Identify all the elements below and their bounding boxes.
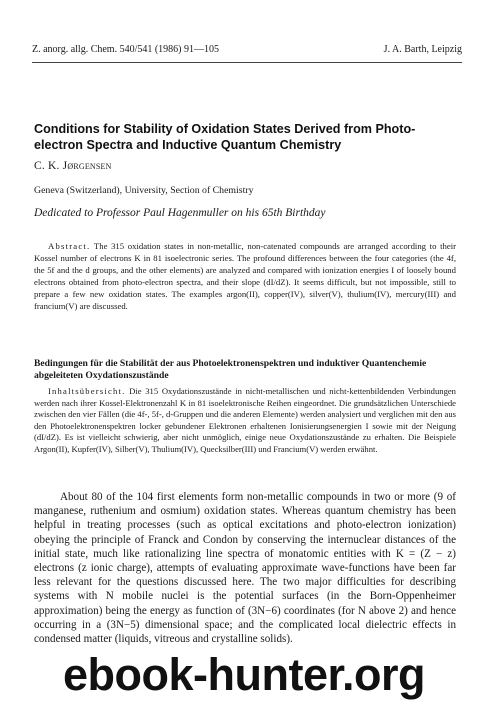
german-abstract-text: Die 315 Oxydationszustände in nicht-metallischen und nicht-kettenbildenden Verbindungen werden nach ihrer Kossel-Elektronenzahl K in 81 isoelektronische Reihen eingeordnet. Die grundsätzlichen Unterschiede zwischen den vier Fällen (die 4f-, 5f-, d-Gruppen und die anderen Elemente) werden analysiert und verglichen mit den aus den Photoelektronenspektren locker gebundener Elektronen erhaltenen Ionisierungsenergien I sowie mit der Neigung (dI/dZ). Es ist vielleicht schwierig, aber nicht unmöglich, einige neue Oxydationszustände zu erhalten. Die Beispiele Argon(II), Kupfer(IV), Silber(V), Thulium(IV), Quecksilber(III) und Francium(V) werden erwähnt. <box>34 386 456 454</box>
author-name: C. K. Jørgensen <box>34 160 112 172</box>
german-abstract-lead: Inhaltsübersicht. <box>48 386 126 396</box>
journal-citation: Z. anorg. allg. Chem. 540/541 (1986) 91—105 <box>32 44 220 55</box>
paper-title: Conditions for Stability of Oxidation States Derived from Photo-electron Spectra and Inductive Quantum Chemistry <box>34 122 416 152</box>
running-header <box>32 44 462 56</box>
dedication: Dedicated to Professor Paul Hagenmuller on his 65th Birthday <box>34 207 326 219</box>
body-paragraph: About 80 of the 104 first elements form non-metallic compounds in two or more (9 of manganese, ruthenium and osmium) oxidation states. Whereas quantum chemistry has been helpful in treating processes (such as optical excitations and photo-electron ionization) obeying the principle of Franck and Condon by conserving the internuclear distances of the initial state, much like rationalizing line spectra of monatomic entities with K = (Z − z) electrons (z ionic charge), attempts of evaluating approximate wave-functions have been far less relevant for the questions discussed here. The two major difficulties for describing systems with N mobile nuclei is the potential surfaces (in the Born-Oppenheimer approximation) being the energy as function of (3N−6) coordinates (for N above 2) and hence occurring in a (3N−5) dimensional space; and the complicated local dielectric effects in condensed matter (liquids, vitreous and crystalline solids). <box>34 491 456 646</box>
author-affiliation: Geneva (Switzerland), University, Section of Chemistry <box>34 185 254 196</box>
german-abstract <box>34 386 456 456</box>
abstract-lead: Abstract. <box>48 241 91 251</box>
abstract-text: The 315 oxidation states in non-metallic, non-catenated compounds are arranged according to their Kossel number of electrons K in 81 isoelectronic series. The profound differences between the four categories (the 4f, the 5f and the d groups, and the other elements) are analyzed and compared with ionization energies I of loosely bound electrons obtained from photo-electron spectra, and their slope (dI/dZ). It seems difficult, but not impossible, still to prepare a few new oxidation states. The examples argon(II), copper(IV), silver(V), thulium(IV), mercury(III) and francium(V) are discussed. <box>34 241 457 311</box>
publisher-name: J. A. Barth, Leipzig <box>383 44 462 55</box>
abstract <box>34 240 456 312</box>
header-rule <box>32 62 462 63</box>
german-title: Bedingungen für die Stabilität der aus Photoelektronenspektren und induktiver Quantenchemie abgeleiteten Oxydationszustände <box>34 358 427 381</box>
watermark: ebook-hunter.org <box>63 649 425 700</box>
